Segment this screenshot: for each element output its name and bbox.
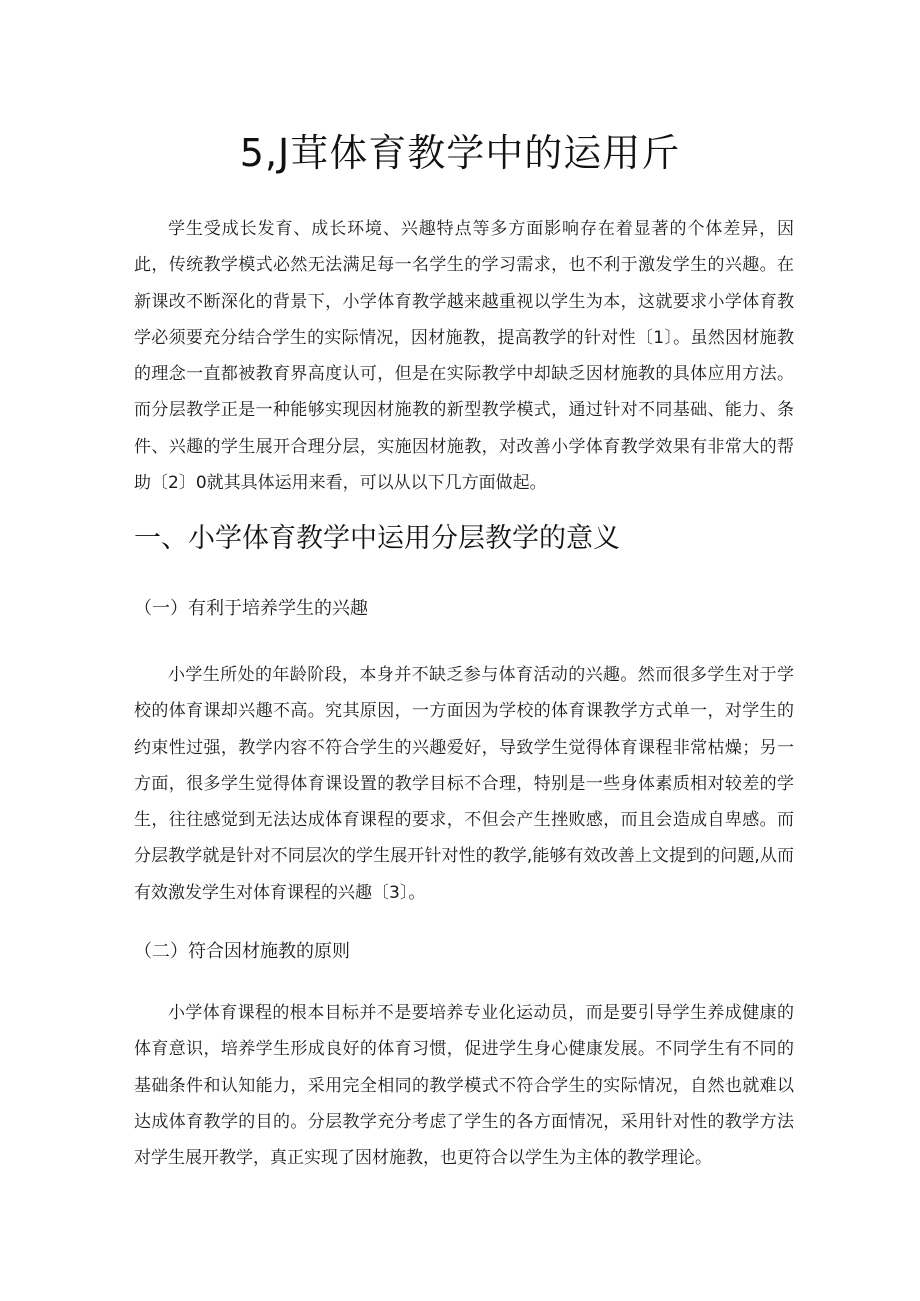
subsection-2-paragraph: 小学体育课程的根本目标并不是要培养专业化运动员，而是要引导学生养成健康的体育意识，培养学生形成良好的体育习惯，促进学生身心健康发展。不同学生有不同的基础条件和认知能力，采用完全相同的教学模式不符合学生的实际情况，自然也就难以达成体育教学的目的。分层教学充分考虑了学生的各方面情况，采用针对性的教学方法对学生展开教学，真正实现了因材施教，也更符合以学生为主体的教学理论。 bbox=[134, 1003, 794, 1169]
subsection-1-paragraph: 小学生所处的年龄阶段，本身并不缺乏参与体育活动的兴趣。然而很多学生对于学校的体育课却兴趣不高。究其原因，一方面因为学校的体育课教学方式单一，对学生的约束性过强，教学内容不符合学生的兴趣爱好，导致学生觉得体育课程非常枯燥；另一方面，很多学生觉得体育课设置的教学目标不合理，特别是一些身体素质相对较差的学生，往往感觉到无法达成体育课程的要求，不但会产生挫败感，而且会造成自卑感。而分层教学就是针对不同层次的学生展开针对性的教学,能够有效改善上文提到的问题,从而有效激发学生对体育课程的兴趣〔3〕。 bbox=[134, 665, 794, 903]
section-heading: 一、小学体育教学中运用分层教学的意义 bbox=[134, 523, 620, 554]
subsection-heading-2: （二）符合因材施教的原则 bbox=[134, 941, 350, 962]
intro-paragraph: 学生受成长发育、成长环境、兴趣特点等多方面影响存在着显著的个体差异，因此，传统教学模式必然无法满足每一名学生的学习需求，也不利于激发学生的兴趣。在新课改不断深化的背景下，小学体育教学越来越重视以学生为本，这就要求小学体育教学必须要充分结合学生的实际情况，因材施教，提高教学的针对性〔1〕。虽然因材施教的理念一直都被教育界高度认可，但是在实际教学中却缺乏因材施教的具体应用方法。而分层教学正是一种能够实现因材施教的新型教学模式，通过针对不同基础、能力、条件、兴趣的学生展开合理分层，实施因材施教，对改善小学体育教学效果有非常大的帮助〔2〕0就其具体运用来看，可以从以下几方面做起。 bbox=[134, 219, 794, 494]
document-title: 5,J茸体育教学中的运用斤 bbox=[239, 131, 681, 175]
subsection-heading-1: （一）有利于培养学生的兴趣 bbox=[134, 598, 368, 619]
